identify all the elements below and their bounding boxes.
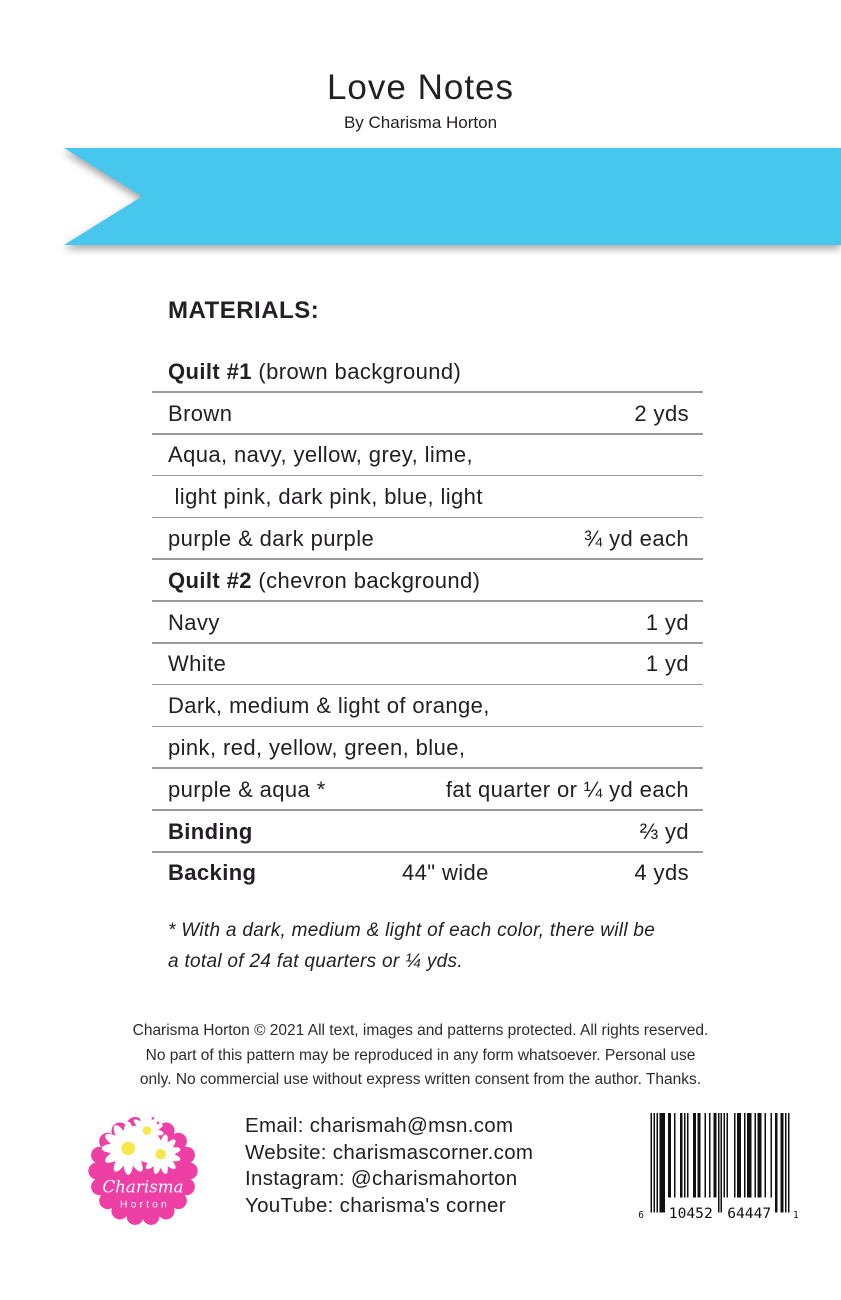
barcode	[636, 1112, 804, 1222]
barcode-digit-right: 64447	[727, 1205, 772, 1222]
logo-name-sub: Horton	[120, 1199, 170, 1211]
materials-item-amount: 2 yds	[634, 400, 689, 426]
materials-item-label: pink, red, yellow, green, blue,	[168, 735, 466, 761]
materials-item-label: light pink, dark pink, blue, light	[168, 484, 483, 510]
materials-row	[152, 476, 703, 518]
materials-row	[152, 351, 703, 393]
materials-row	[152, 435, 703, 477]
contact-list	[245, 1113, 533, 1219]
materials-item-label: Quilt #1 (brown background)	[168, 358, 462, 384]
materials-row	[152, 644, 703, 686]
contact-line: Email: charismah@msn.com	[245, 1114, 514, 1137]
materials-item-label: Binding	[168, 818, 253, 844]
materials-item-amount: fat quarter or ¼ yd each	[445, 776, 689, 802]
copyright-line: only. No commercial use without express written consent from the author. Thanks.	[139, 1071, 702, 1088]
materials-row	[152, 727, 703, 769]
materials-footnote	[168, 915, 655, 977]
contact-line: YouTube: charisma's corner	[245, 1193, 506, 1217]
copyright-notice	[0, 1019, 841, 1093]
materials-row	[152, 602, 703, 644]
materials-row	[152, 811, 703, 853]
materials-item-label: Aqua, navy, yellow, grey, lime,	[168, 442, 474, 468]
materials-item-amount: 1 yd	[645, 609, 689, 635]
barcode-digit-left: 10452	[668, 1205, 713, 1222]
materials-item-label: purple & aqua *	[168, 776, 326, 802]
materials-row	[152, 560, 703, 602]
materials-item-label: Backing	[168, 860, 257, 886]
materials-item-label: Quilt #2 (chevron background)	[168, 567, 481, 593]
barcode-digit-system: 6	[638, 1210, 644, 1222]
materials-heading: MATERIALS:	[168, 297, 320, 324]
page-title: Love Notes	[326, 68, 515, 107]
materials-row	[152, 769, 703, 811]
materials-row	[152, 518, 703, 560]
materials-row	[152, 685, 703, 727]
materials-table	[152, 351, 703, 894]
materials-item-label: Brown	[168, 400, 233, 426]
contact-line: Website: charismascorner.com	[245, 1140, 534, 1164]
materials-row	[152, 853, 703, 895]
materials-item-amount: 4 yds	[634, 860, 689, 886]
materials-item-amount: ⅔ yd	[639, 818, 689, 844]
materials-item-note: 44" wide	[401, 860, 489, 886]
logo-name-script: Charisma	[102, 1176, 184, 1197]
barcode-digit-check: 1	[793, 1210, 799, 1222]
copyright-line: Charisma Horton © 2021 All text, images and patterns protected. All rights reserved.	[132, 1022, 709, 1039]
footnote-line: a total of 24 fat quarters or ¼ yds.	[168, 951, 463, 972]
materials-row	[152, 393, 703, 435]
byline: By Charisma Horton	[343, 113, 498, 132]
footnote-line: * With a dark, medium & light of each color, there will be	[168, 920, 656, 941]
materials-item-amount: ¾ yd each	[583, 526, 689, 552]
copyright-line: No part of this pattern may be reproduced in any form whatsoever. Personal use	[145, 1046, 696, 1064]
materials-item-label: White	[168, 651, 227, 677]
charisma-logo	[84, 1110, 202, 1228]
materials-item-label: purple & dark purple	[168, 526, 375, 552]
ribbon-banner-shape	[64, 148, 841, 245]
ribbon-banner	[64, 148, 841, 245]
barcode-bars	[651, 1113, 790, 1212]
materials-item-label: Navy	[168, 609, 220, 635]
materials-item-amount: 1 yd	[645, 651, 689, 677]
materials-item-label: Dark, medium & light of orange,	[168, 693, 490, 719]
contact-line: Instagram: @charismahorton	[245, 1167, 518, 1190]
